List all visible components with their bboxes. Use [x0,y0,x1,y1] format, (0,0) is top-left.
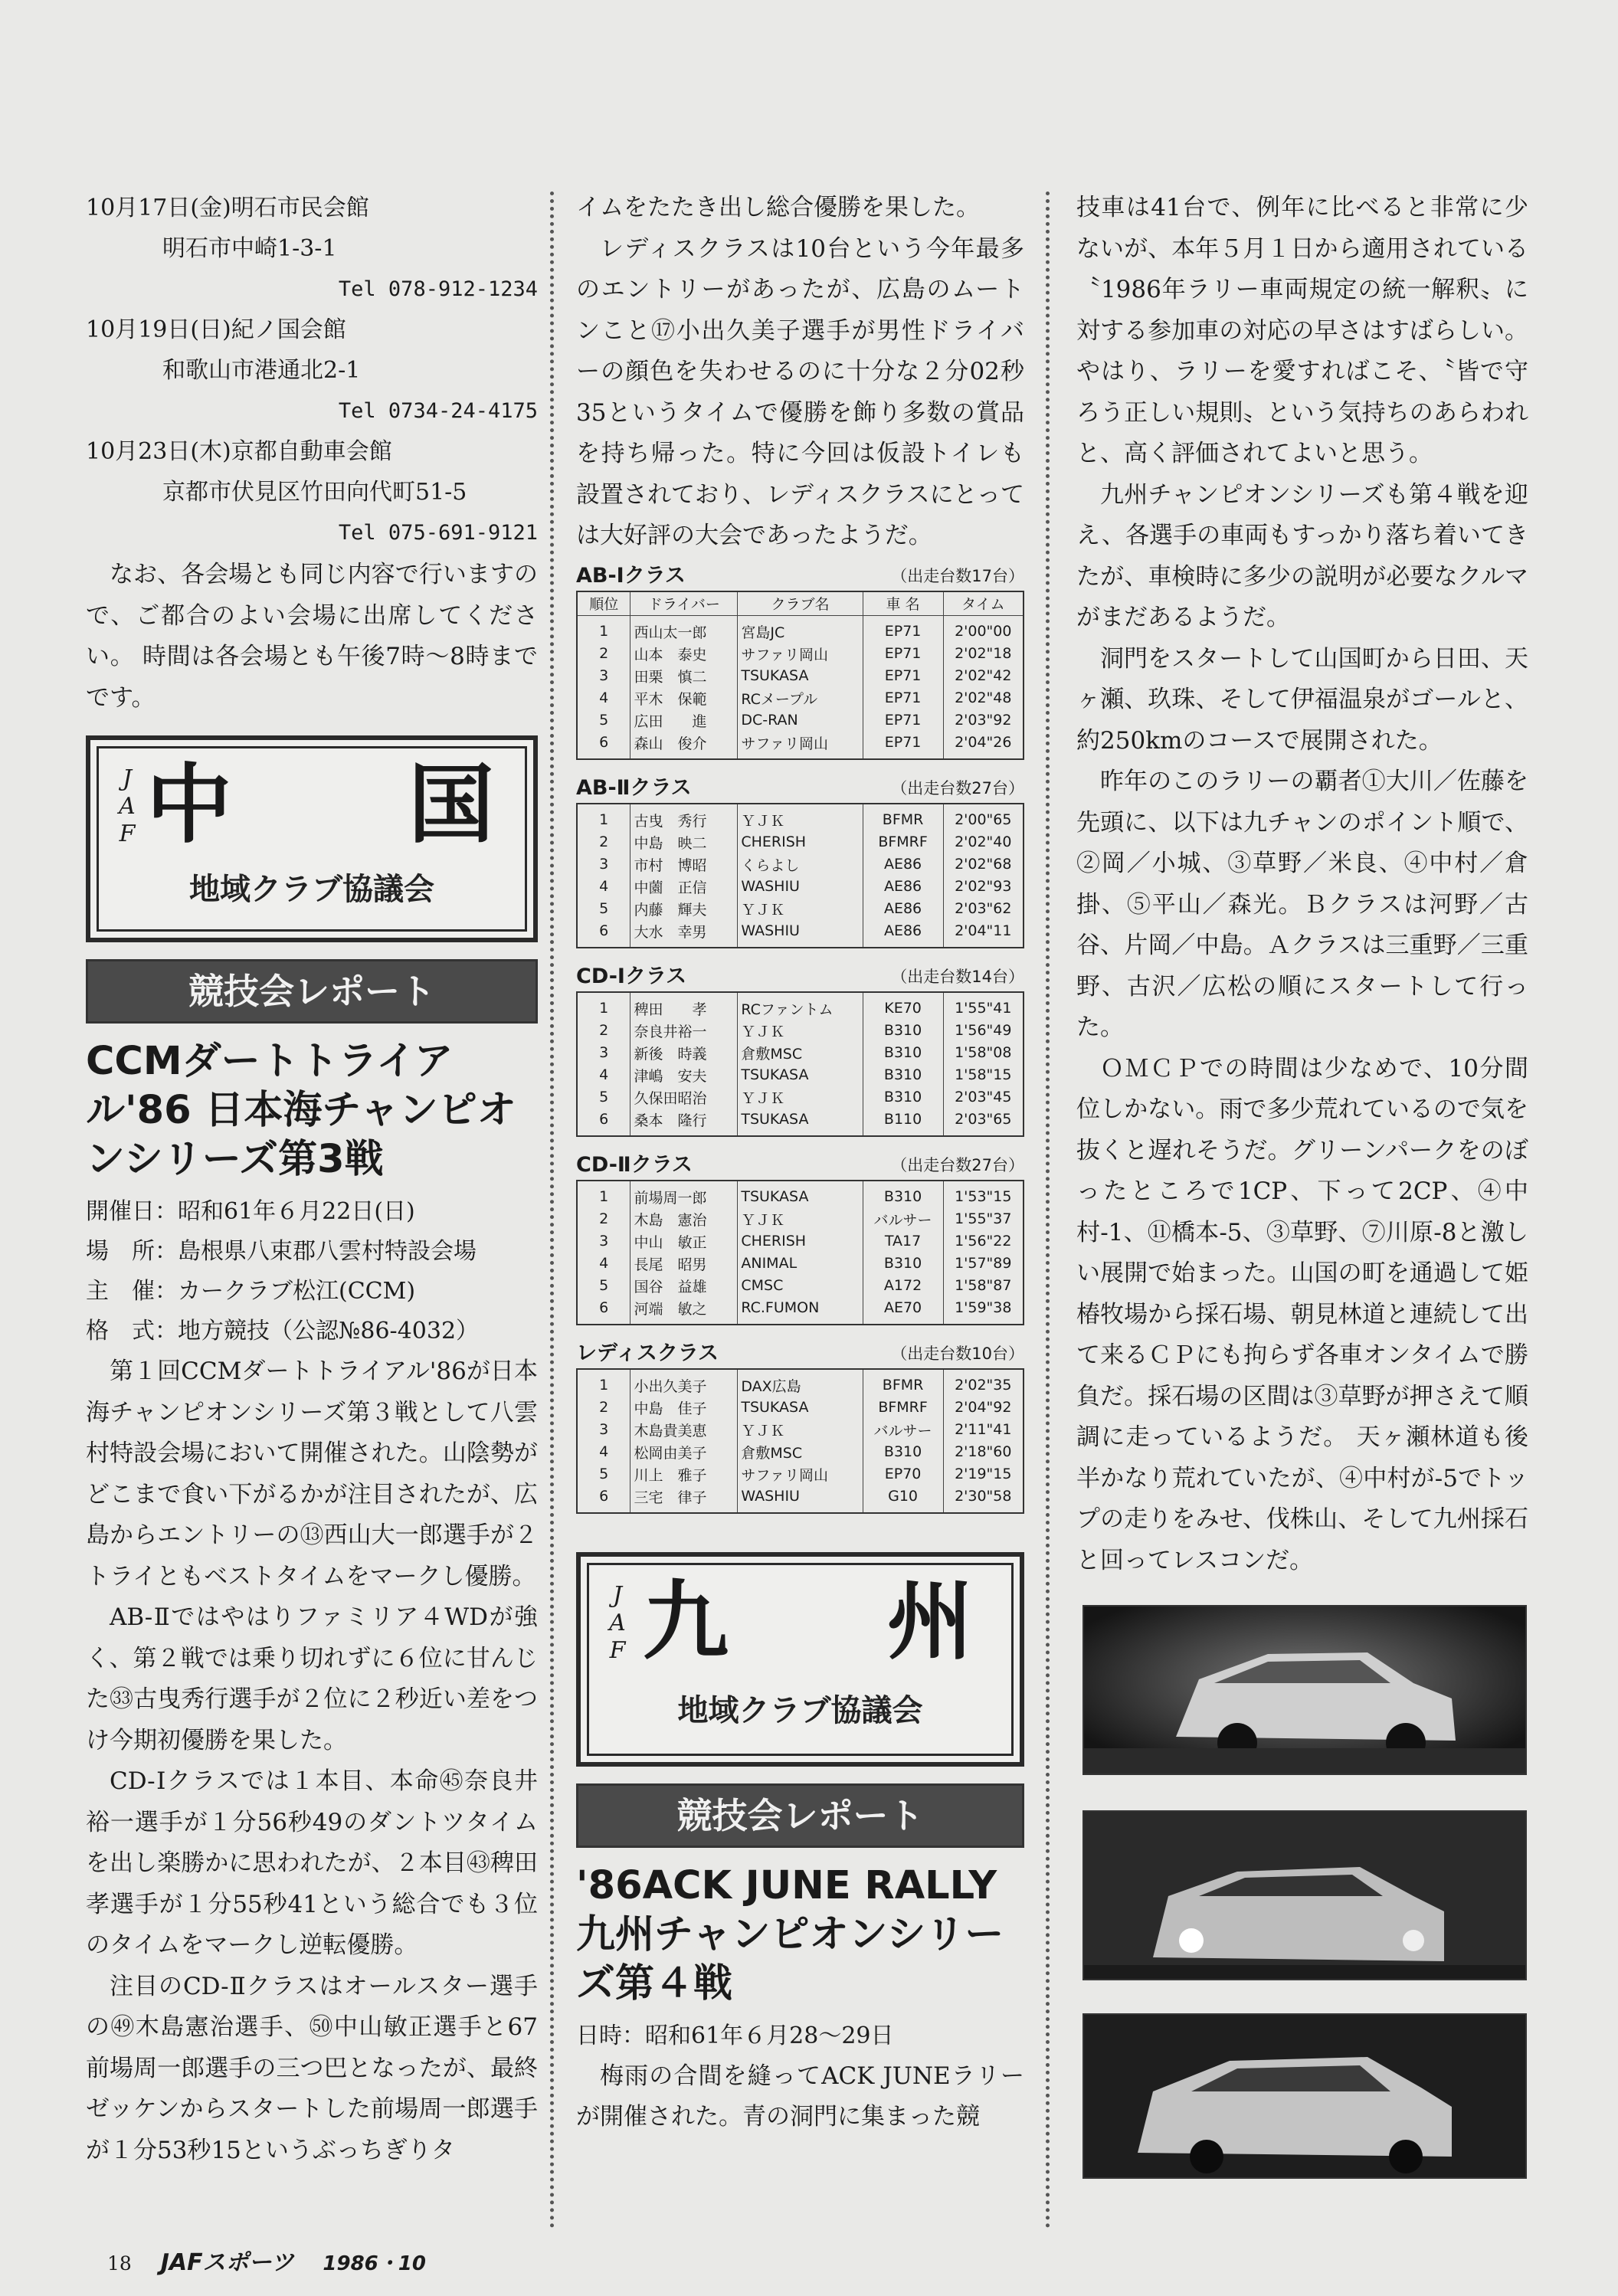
table-cell: AE86 [863,898,943,920]
column-3 [1076,188,1528,1581]
table-cell: 6 [577,732,630,759]
table-cell: 1'56"22 [943,1230,1024,1253]
table-cell: 2 [577,1208,630,1230]
article-paragraph: 九州チャンピオンシリーズも第４戦を迎え、各選手の車両もすっかり落ち着いてきたが、車検時に多少の説明が必要なクルマがまだあるようだ。 [1076,480,1528,631]
article-paragraph: 注目のCD-Ⅱクラスはオールスター選手の㊾木島憲治選手、㊿中山敏正選手と67前場周一郎選手の三つ巴となったが、最終ゼッケンからスタートした前場周一郎選手が１分53秒15というぶっちぎりタ [86,1972,538,2164]
table-row [577,853,1024,876]
table-cell: 3 [577,1419,630,1441]
table-header-cell: 車 名 [863,591,943,616]
region-name-left: 九 [643,1571,729,1672]
table-cell: CHERISH [738,1230,863,1253]
table-cell: 6 [577,1485,630,1513]
table-cell: A172 [863,1275,943,1297]
notice-paragraph: なお、各会場とも同じ内容で行いますので、ご都合のよい会場に出席してください。 時間は各会場とも午後7時～8時までです。 [86,561,538,712]
table-cell: B310 [863,1064,943,1086]
table-cell: 山本 泰史 [630,643,738,665]
table-cell: 宮島JC [738,615,863,643]
column-divider [1046,192,1050,2229]
table-cell: 1'58"08 [943,1042,1024,1064]
venue-tel: Tel 078-912-1234 [338,277,538,301]
table-cell: RCメープル [738,687,863,709]
table-cell: EP71 [863,643,943,665]
table-cell: 2'04"26 [943,732,1024,759]
table-cell: 6 [577,1109,630,1136]
table-cell: AE86 [863,853,943,876]
table-cell: 1 [577,804,630,831]
article-headline: '86ACK JUNE RALLY九州チャンピオンシリーズ第４戦 [576,1862,1004,2006]
table-cell: 4 [577,1441,630,1463]
table-cell: 2'04"92 [943,1397,1024,1419]
table-cell: 2'03"92 [943,709,1024,732]
table-row [577,920,1024,948]
table-cell: 2'03"62 [943,898,1024,920]
table-cell: BFMR [863,1369,943,1397]
jaf-letters: J A F [609,1581,626,1664]
venue-item [86,310,538,431]
table-cell: 1 [577,992,630,1020]
table-cell: RCファントム [738,992,863,1020]
table-cell: 2'02"35 [943,1369,1024,1397]
column-1 [86,188,538,2171]
table-cell: 2'19"15 [943,1463,1024,1485]
table-cell: 2'00"65 [943,804,1024,831]
table-cell: KE70 [863,992,943,1020]
table-cell: 5 [577,898,630,920]
results-table-title [576,962,1024,991]
table-cell: 木島貴美恵 [630,1419,738,1441]
table-row [577,1181,1024,1208]
article-paragraph: レディスクラスは10台という今年最多のエントリーがあったが、広島のムートンこと⑰小出久美子選手が男性ドライバーの顔色を失わせるのに十分な２分02秒35というタイムで優勝を飾り多数の賞品を持ち帰った。特に今回は仮設トイレも設置されており、レディスクラスにとっては大好評の大会であったようだ。 [576,234,1024,549]
table-cell: サファリ岡山 [738,643,863,665]
table-cell: 松岡由美子 [630,1441,738,1463]
table-cell: DAX広島 [738,1369,863,1397]
table-header-cell: クラブ名 [738,591,863,616]
table-row [577,1419,1024,1441]
jaf-letters: J A F [119,765,136,847]
table-cell: CHERISH [738,831,863,853]
table-cell: 倉敷MSC [738,1441,863,1463]
table-cell: 2'02"42 [943,665,1024,687]
table-cell: TSUKASA [738,1397,863,1419]
table-cell: 2 [577,643,630,665]
article-paragraph: イムをたたき出し総合優勝を果した。 [576,194,980,221]
article-paragraph: 洞門をスタートして山国町から日田、天ヶ瀬、玖珠、そして伊福温泉がゴールと、約250kmのコースで展開された。 [1076,644,1528,755]
table-cell: 広田 進 [630,709,738,732]
magazine-name: JAFスポーツ [160,2249,294,2276]
table-row [577,1208,1024,1230]
table-cell: TSUKASA [738,1181,863,1208]
table-cell: 1'53"15 [943,1181,1024,1208]
table-row [577,615,1024,643]
table-cell: EP71 [863,615,943,643]
table-cell: 河端 敏之 [630,1297,738,1325]
article-paragraph: 第１回CCMダートトライアル'86が日本海チャンピオンシリーズ第３戦として八雲村特設会場において開催された。山陰勢がどこまで食い下がるかが注目されたが、広島からエントリーの⑬西山大一郎選手が２トライともベストタイムをマークし優勝。 [86,1358,538,1590]
table-cell: 1 [577,615,630,643]
table-cell: WASHIU [738,876,863,898]
table-row [577,1397,1024,1419]
table-cell: 3 [577,665,630,687]
table-cell: 新後 時義 [630,1042,738,1064]
page-number: 18 [107,2252,132,2275]
table-cell: 2'11"41 [943,1419,1024,1441]
table-row [577,1086,1024,1109]
table-cell: 1'55"41 [943,992,1024,1020]
table-cell: 2'02"40 [943,831,1024,853]
table-header-cell: タイム [943,591,1024,616]
table-cell: 木島 憲治 [630,1208,738,1230]
table-cell: 5 [577,1463,630,1485]
rally-car-photo [1082,1810,1527,1980]
table-cell: 1 [577,1181,630,1208]
entry-count: （出走台数27台） [891,1155,1024,1174]
table-cell: 奈良井裕一 [630,1020,738,1042]
table-row [577,709,1024,732]
event-info-line: 場 所：島根県八束郡八雲村特設会場 [86,1238,477,1265]
table-row [577,1485,1024,1513]
issue-date: 1986・10 [323,2252,426,2275]
table-cell: EP70 [863,1463,943,1485]
class-name: AB-Ⅰクラス [576,563,686,588]
table-cell: 中島 佳子 [630,1397,738,1419]
table-cell: AE86 [863,920,943,948]
table-cell: WASHIU [738,920,863,948]
table-cell: 4 [577,876,630,898]
column-divider [550,192,554,2229]
table-row [577,1109,1024,1136]
results-table [576,991,1024,1137]
table-cell: 長尾 昭男 [630,1253,738,1275]
table-cell: 1'58"15 [943,1064,1024,1086]
table-cell: ANIMAL [738,1253,863,1275]
table-cell: 1 [577,1369,630,1397]
table-cell: 2 [577,1020,630,1042]
venue-item [86,431,538,553]
class-name: AB-Ⅱクラス [576,775,692,800]
table-cell: 3 [577,853,630,876]
table-cell: B310 [863,1181,943,1208]
table-cell: CMSC [738,1275,863,1297]
table-cell: TSUKASA [738,1064,863,1086]
table-cell: 2'02"93 [943,876,1024,898]
table-cell: DC-RAN [738,709,863,732]
table-cell: 6 [577,1297,630,1325]
article-paragraph: 梅雨の合間を縫ってACK JUNEラリーが開催された。青の洞門に集まった競 [576,2062,1024,2131]
table-cell: 6 [577,920,630,948]
table-cell: ＹＪＫ [738,804,863,831]
rally-car-photo [1082,2013,1527,2179]
table-cell: 4 [577,1253,630,1275]
venue-address: 明石市中崎1-3-1 [162,235,337,262]
table-cell: 3 [577,1230,630,1253]
report-banner: 競技会レポート [576,1783,1024,1848]
region-subtitle: 地域クラブ協議会 [189,872,434,907]
region-name-right: 国 [408,755,494,855]
article-headline: CCMダートトライアル'86 日本海チャンピオンシリーズ第3戦 [86,1039,516,1182]
table-cell: 2'02"48 [943,687,1024,709]
table-row [577,1042,1024,1064]
table-row [577,898,1024,920]
table-cell: バルサー [863,1208,943,1230]
region-name-left: 中 [146,755,232,855]
table-cell: ＹＪＫ [738,1419,863,1441]
article-paragraph: AB-Ⅱではやはりファミリア４WDが強く、第２戦では乗り切れずに６位に甘んじた㉝古曳秀行選手が２位に２秒近い差をつけ今期初優勝を果した。 [86,1603,538,1754]
table-cell: 中薗 正信 [630,876,738,898]
table-cell: EP71 [863,665,943,687]
table-cell: 三宅 律子 [630,1485,738,1513]
table-cell: 2'04"11 [943,920,1024,948]
table-cell: B310 [863,1441,943,1463]
table-cell: 5 [577,709,630,732]
results-table [576,1180,1024,1325]
table-cell: EP71 [863,687,943,709]
table-cell: 2'03"45 [943,1086,1024,1109]
table-row [577,1275,1024,1297]
table-cell: 2'18"60 [943,1441,1024,1463]
table-cell: 2'03"65 [943,1109,1024,1136]
article-paragraph: 昨年のこのラリーの覇者①大川／佐藤を先頭に、以下は九チャンのポイント順で、②岡／小城、③草野／米良、④中村／倉掛、⑤平山／森光。Ｂクラスは河野／古谷、片岡／中島。Ａクラスは三重野／三重野、古沢／広松の順にスタートして行った。 [1076,768,1528,1041]
table-cell: サファリ岡山 [738,732,863,759]
results-table-title [576,1339,1024,1368]
table-cell: AE86 [863,876,943,898]
table-cell: 古曳 秀行 [630,804,738,831]
table-cell: くらよし [738,853,863,876]
venue-date: 10月19日(日)紀ノ国会館 [86,316,346,343]
table-cell: 4 [577,687,630,709]
results-tables [576,562,1024,1514]
table-cell: 1'56"49 [943,1020,1024,1042]
table-cell: ＹＪＫ [738,1020,863,1042]
table-cell: BFMRF [863,1397,943,1419]
table-cell: 大水 幸男 [630,920,738,948]
table-row [577,992,1024,1020]
article-paragraph: CD-Ⅰクラスでは１本目、本命㊺奈良井裕一選手が１分56秒49のダントツタイムを出し楽勝かに思われたが、２本目㊸稗田孝選手が１分55秒41という総合でも３位のタイムをマークし逆転優勝。 [86,1767,538,1959]
table-cell: WASHIU [738,1485,863,1513]
table-cell: 3 [577,1042,630,1064]
table-cell: ＹＪＫ [738,1086,863,1109]
table-cell: EP71 [863,709,943,732]
table-row [577,643,1024,665]
venue-list [86,188,538,553]
event-info-line: 日時：昭和61年６月28～29日 [576,2022,894,2049]
table-cell: BFMRF [863,831,943,853]
article-paragraph: ＯＭＣＰでの時間は少なめで、10分間位しかない。雨で多少荒れているので気を抜くと遅れそうだ。グリーンパークをのぼったところで1CP、下って2CP、④中村-1、⑪橋本-5、③草野、⑦川原-8と激しい展開で始まった。山国の町を通過して姫椿牧場から採石場、朝見林道と連続して出て来るＣＰにも拘らず各車オンタイムで勝負だ。採石場の区間は③草野が押さえて順調に走っているようだ。 天ヶ瀬林道も後半かなり荒れていたが、④中村が-5でトップの走りをみせ、伐株山、そして九州採石と回ってレスコンだ。 [1076,1054,1528,1574]
table-cell: 市村 博昭 [630,853,738,876]
table-row [577,1020,1024,1042]
table-cell: 5 [577,1086,630,1109]
table-row [577,732,1024,759]
table-cell: 川上 雅子 [630,1463,738,1485]
table-cell: 久保田昭治 [630,1086,738,1109]
class-name: CD-Ⅱクラス [576,1152,693,1177]
column-2 [576,188,1024,2138]
results-table-title [576,562,1024,591]
venue-date: 10月17日(金)明石市民会館 [86,195,369,221]
table-cell: 稗田 孝 [630,992,738,1020]
faint-bleedthrough-header [84,46,1525,138]
results-table [576,591,1024,760]
table-cell: 前場周一郎 [630,1181,738,1208]
venue-address: 和歌山市港通北2-1 [162,357,361,384]
table-cell: B310 [863,1042,943,1064]
table-row [577,665,1024,687]
entry-count: （出走台数10台） [891,1344,1024,1363]
event-info-line: 開催日：昭和61年６月22日(日) [86,1198,415,1225]
entry-count: （出走台数27台） [891,778,1024,798]
entry-count: （出走台数17台） [891,566,1024,585]
results-table [576,1368,1024,1514]
table-row [577,1463,1024,1485]
page-footer [107,2243,426,2277]
article-paragraph: 技車は41台で、例年に比べると非常に少ないが、本年５月１日から適用されている〝1986年ラリー車両規定の統一解釈〟に対する参加車の対応の早さはすばらしい。やはり、ラリーを愛すればこそ、〝皆で守ろう正しい規則〟という気持ちのあらわれと、高く評価されてよいと思う。 [1076,194,1528,467]
table-cell: 4 [577,1064,630,1086]
event-info [86,1192,538,1351]
table-cell: 1'59"38 [943,1297,1024,1325]
table-cell: 1'55"37 [943,1208,1024,1230]
table-row [577,1369,1024,1397]
table-row [577,687,1024,709]
region-subtitle: 地域クラブ協議会 [677,1692,923,1728]
table-row [577,876,1024,898]
table-cell: RC.FUMON [738,1297,863,1325]
table-header-cell: ドライバー [630,591,738,616]
venue-tel: Tel 075-691-9121 [338,521,538,545]
table-row [577,1441,1024,1463]
table-cell: 1'57"89 [943,1253,1024,1275]
table-cell: 国谷 益雄 [630,1275,738,1297]
table-cell: 1'58"87 [943,1275,1024,1297]
table-cell: AE70 [863,1297,943,1325]
venue-address: 京都市伏見区竹田向代町51-5 [162,479,467,506]
rally-car-photo [1082,1605,1527,1775]
table-cell: 2'30"58 [943,1485,1024,1513]
table-cell: B310 [863,1086,943,1109]
table-cell: 田栗 慎二 [630,665,738,687]
table-cell: 2 [577,831,630,853]
table-header-cell: 順位 [577,591,630,616]
venue-date: 10月23日(木)京都自動車会館 [86,438,392,465]
table-row [577,1230,1024,1253]
table-cell: B110 [863,1109,943,1136]
table-cell: サファリ岡山 [738,1463,863,1485]
table-cell: B310 [863,1020,943,1042]
table-cell: 津嶋 安夫 [630,1064,738,1086]
results-table [576,803,1024,948]
entry-count: （出走台数14台） [891,967,1024,986]
jaf-chugoku-logo-box [86,735,538,942]
table-cell: BFMR [863,804,943,831]
table-cell: 平木 保範 [630,687,738,709]
table-cell: 2'02"68 [943,853,1024,876]
table-cell: ＹＪＫ [738,898,863,920]
table-row [577,1064,1024,1086]
table-row [577,804,1024,831]
table-cell: 2'00"00 [943,615,1024,643]
report-banner: 競技会レポート [86,959,538,1024]
table-cell: 森山 俊介 [630,732,738,759]
event-info-line: 主 催：カークラブ松江(CCM) [86,1278,416,1305]
table-cell: 2'02"18 [943,643,1024,665]
table-cell: 西山太一郎 [630,615,738,643]
table-cell: TSUKASA [738,665,863,687]
results-table-title [576,1151,1024,1180]
event-info-line: 格 式：地方競技（公認№86-4032） [86,1318,480,1345]
table-cell: 5 [577,1275,630,1297]
region-name-right: 州 [887,1571,973,1672]
table-cell: TSUKASA [738,1109,863,1136]
table-cell: 倉敷MSC [738,1042,863,1064]
table-cell: 中島 映二 [630,831,738,853]
table-cell: EP71 [863,732,943,759]
table-cell: B310 [863,1253,943,1275]
table-cell: 2 [577,1397,630,1419]
table-cell: 内藤 輝夫 [630,898,738,920]
jaf-kyushu-logo-box [576,1552,1024,1767]
table-cell: バルサー [863,1419,943,1441]
table-cell: 中山 敏正 [630,1230,738,1253]
table-cell: G10 [863,1485,943,1513]
table-row [577,1297,1024,1325]
table-row [577,831,1024,853]
table-cell: 小出久美子 [630,1369,738,1397]
table-row [577,1253,1024,1275]
class-name: レディスクラス [576,1341,719,1365]
results-table-title [576,774,1024,803]
table-cell: ＹＪＫ [738,1208,863,1230]
venue-tel: Tel 0734-24-4175 [338,399,538,423]
class-name: CD-Ⅰクラス [576,964,687,988]
table-cell: TA17 [863,1230,943,1253]
table-cell: 桑本 隆行 [630,1109,738,1136]
venue-item [86,188,538,310]
